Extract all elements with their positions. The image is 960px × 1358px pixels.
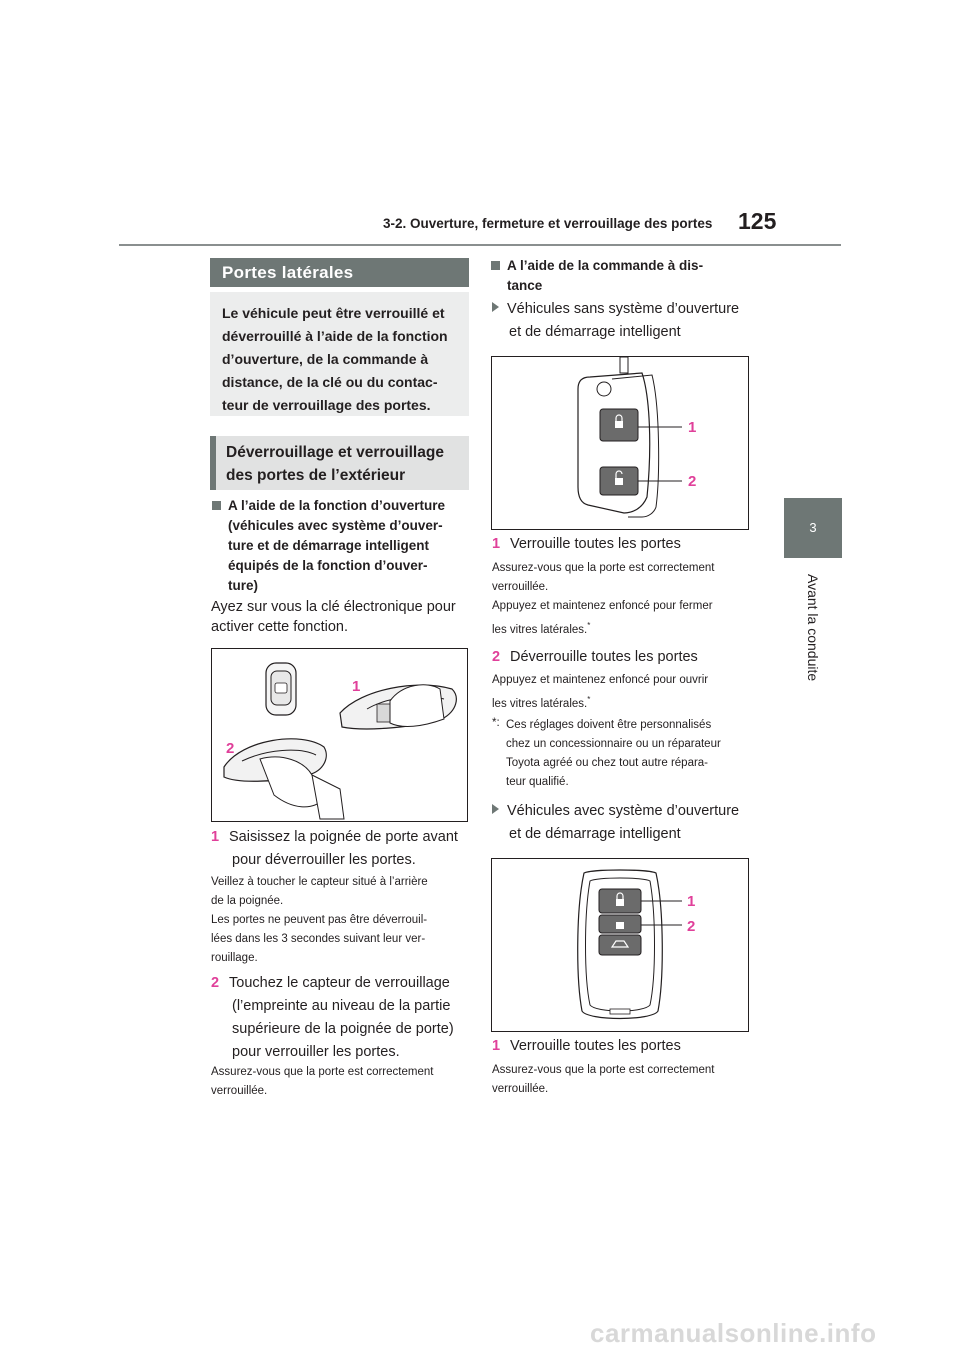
figure-remote-key-1 <box>491 356 749 530</box>
topic-heading-remote: A l’aide de la commande à dis- tance <box>491 256 751 296</box>
step-1-notes: Veillez à toucher le capteur situé à l’arrière de la poignée. Les portes ne peuvent pas être déverrouil- lées dans les 3 secondes suivant leur ver- rouillage. <box>211 876 428 964</box>
callout-2: 2 <box>688 473 697 490</box>
footnote: *: Ces réglages doivent être personnalisés chez un concessionnaire ou un réparateur Toyota agréé ou chez tout autre répara- teur qualifié. <box>492 717 721 788</box>
topic-heading-entry-function: A l’aide de la fonction d’ouverture (véhicules avec système d’ouver- ture et de démarrage intelligent équipés de la fonction d’ouver- ture) <box>212 496 472 596</box>
subsection-heading: Déverrouillage et verrouillage des portes de l’extérieur <box>210 436 469 490</box>
v1-step-1: 1 Verrouille toutes les portes <box>492 536 681 552</box>
header-rule <box>119 244 841 246</box>
step-2-lock: 2 Touchez le capteur de verrouillage (l’empreinte au niveau de la partie supérieure de la poignée de porte) pour verrouiller les portes. <box>211 975 454 1060</box>
remote-key-2-illustration <box>492 859 748 1031</box>
page-number: 125 <box>738 208 777 234</box>
step-2-notes: Assurez-vous que la porte est correctement verrouillée. <box>211 1066 434 1097</box>
figure-remote-key-2 <box>491 858 749 1032</box>
v1-step-1-notes: Assurez-vous que la porte est correctement verrouillée. Appuyez et maintenez enfoncé pour fermer les vitres latérales.* <box>492 562 715 636</box>
door-handle-illustration <box>212 649 467 821</box>
watermark: carmanualsonline.info <box>590 1318 877 1348</box>
v1-step-2-notes: Appuyez et maintenez enfoncé pour ouvrir les vitres latérales.* <box>492 674 709 710</box>
figure-door-handle <box>211 648 468 822</box>
callout-2: 2 <box>687 918 696 935</box>
v2-step-1: 1 Verrouille toutes les portes <box>492 1038 681 1054</box>
callout-1: 1 <box>352 678 361 695</box>
remote-key-1-illustration <box>492 357 748 529</box>
callout-2: 2 <box>226 740 235 757</box>
v2-step-1-notes: Assurez-vous que la porte est correctement verrouillée. <box>492 1064 715 1095</box>
step-1-unlock: 1 Saisissez la poignée de porte avant pour déverrouiller les portes. <box>211 829 458 868</box>
callout-1: 1 <box>687 893 696 910</box>
body-paragraph: Ayez sur vous la clé électronique pour activer cette fonction. <box>211 599 456 635</box>
chapter-tab: 3 <box>784 498 842 558</box>
intro-box: Le véhicule peut être verrouillé et déverrouillé à l’aide de la fonction d’ouverture, de la commande à distance, de la clé ou du contac- teur de verrouillage des portes. <box>210 292 469 416</box>
chapter-side-label: Avant la conduite <box>805 574 821 682</box>
callout-1: 1 <box>688 419 697 436</box>
v1-step-2: 2 Déverrouille toutes les portes <box>492 649 698 665</box>
running-header-title: 3-2. Ouverture, fermeture et verrouillage des portes <box>383 216 713 231</box>
section-heading: Portes latérales <box>210 258 469 287</box>
variant-1-label: Véhicules sans système d’ouverture et de démarrage intelligent <box>492 298 754 344</box>
variant-2-label: Véhicules avec système d’ouverture et de démarrage intelligent <box>492 800 754 846</box>
